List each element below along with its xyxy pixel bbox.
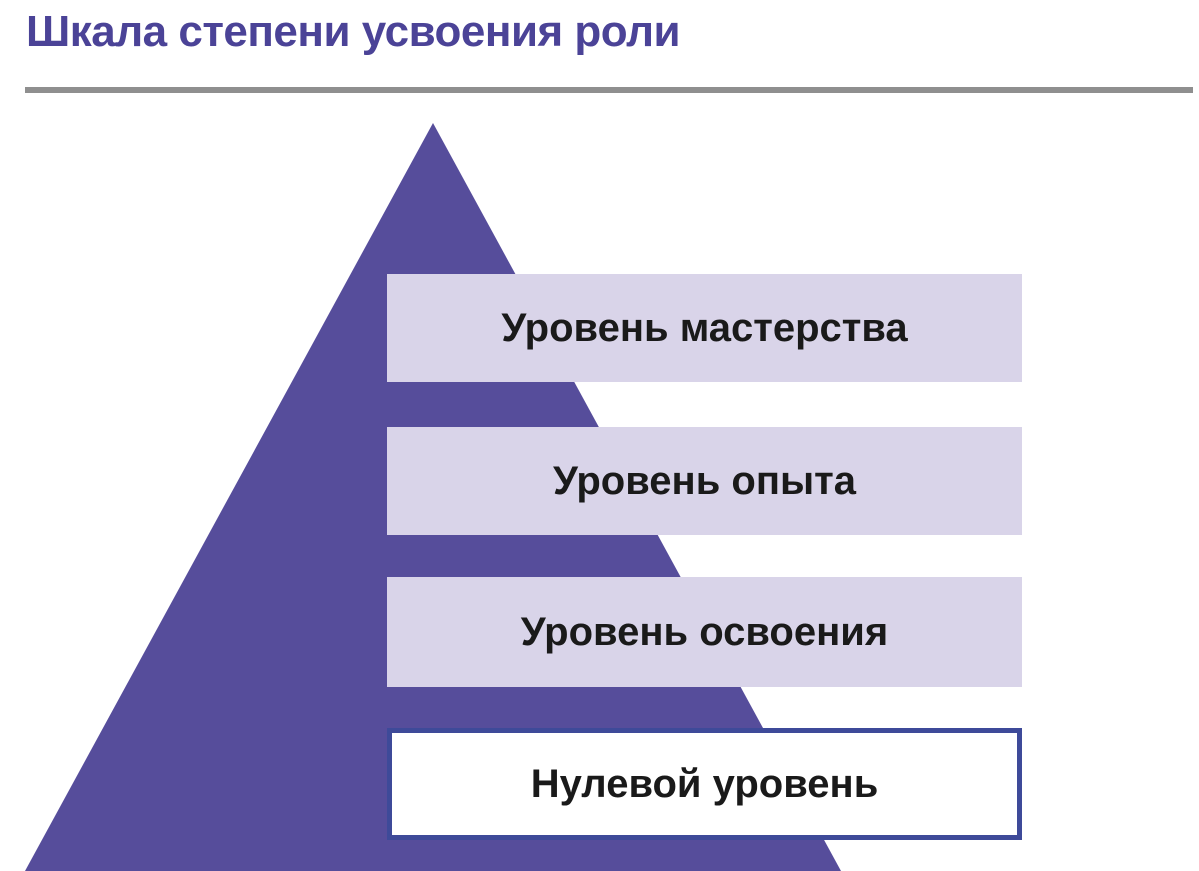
level-label: Уровень мастерства [501,305,908,350]
level-label: Нулевой уровень [530,761,879,806]
level-label: Уровень опыта [553,458,856,503]
pyramid-level-zero [387,728,1022,840]
pyramid-level-learning [387,577,1022,687]
page-title: Шкала степени усвоения роли [26,7,681,56]
pyramid-level-mastery [387,274,1022,382]
level-label: Уровень освоения [520,609,889,654]
pyramid-level-experience [387,427,1022,535]
